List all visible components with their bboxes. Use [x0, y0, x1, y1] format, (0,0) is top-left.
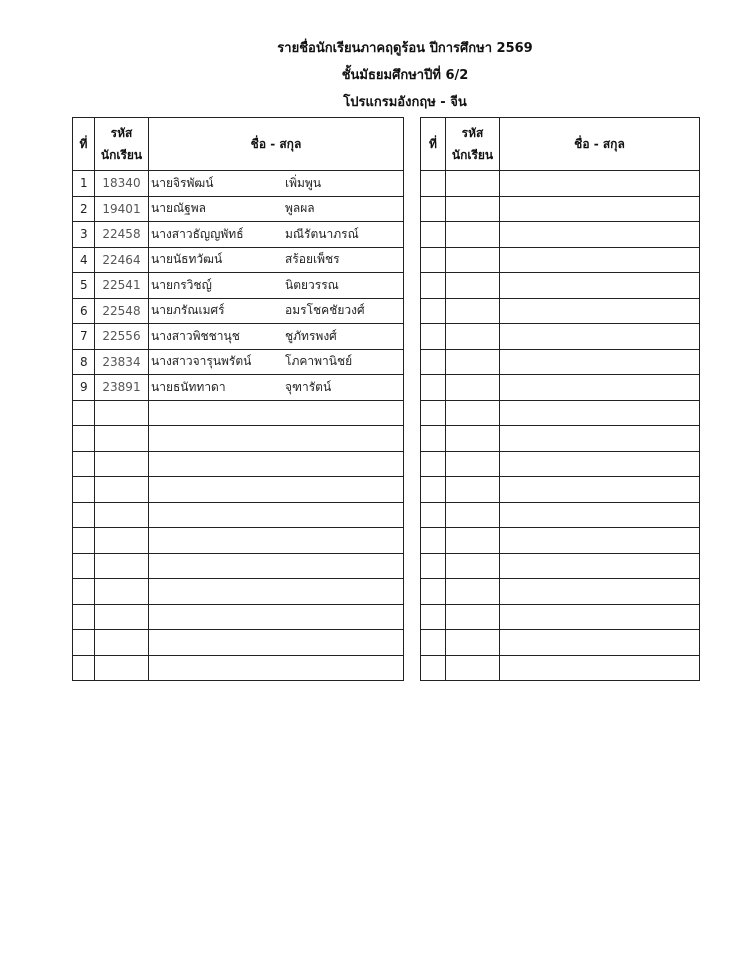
student-code-cell: [95, 451, 149, 477]
student-name-cell: [500, 579, 700, 605]
student-name-cell: [500, 451, 700, 477]
row-number-cell: [421, 604, 446, 630]
student-name-cell: [149, 604, 404, 630]
row-number-cell: [73, 502, 95, 528]
column-header-code-line2: นักเรียน: [100, 148, 143, 162]
student-name-cell: [149, 375, 404, 401]
row-number-cell: [73, 528, 95, 554]
student-first-name: นายณัฐพล: [151, 201, 206, 216]
program-heading: โปรแกรมอังกฤษ - จีน: [343, 95, 467, 110]
column-header-name: ชื่อ - สกุล: [500, 118, 700, 171]
row-number-cell: [421, 324, 446, 350]
student-first-name: นายจิรพัฒน์: [151, 175, 214, 190]
empty-table-row: [421, 324, 700, 350]
column-header-code-line2: นักเรียน: [451, 148, 494, 162]
student-code-cell: [446, 171, 500, 197]
empty-table-row: [421, 400, 700, 426]
row-number-cell: 4: [73, 247, 95, 273]
student-code-cell: 22464: [95, 247, 149, 273]
student-code-cell: [446, 528, 500, 554]
student-first-name: นางสาวธัญญพัทธ์: [151, 226, 244, 241]
row-number-cell: [421, 579, 446, 605]
student-name-cell: [149, 247, 404, 273]
student-code-cell: [95, 655, 149, 681]
student-code-cell: 23834: [95, 349, 149, 375]
row-number-cell: 2: [73, 196, 95, 222]
row-number-cell: [421, 502, 446, 528]
row-number-cell: 6: [73, 298, 95, 324]
empty-table-row: [73, 400, 404, 426]
student-name-cell: [500, 553, 700, 579]
empty-table-row: [421, 604, 700, 630]
empty-table-row: [73, 426, 404, 452]
student-code-cell: [446, 477, 500, 503]
table-header-row: [421, 118, 700, 171]
student-code-cell: [446, 273, 500, 299]
row-number-cell: [421, 477, 446, 503]
row-number-cell: [73, 655, 95, 681]
student-code-cell: [95, 502, 149, 528]
student-name-cell: [500, 375, 700, 401]
student-name-cell: [149, 273, 404, 299]
table-row: [73, 196, 404, 222]
empty-table-row: [73, 477, 404, 503]
row-number-cell: [421, 298, 446, 324]
student-name-cell: [500, 426, 700, 452]
row-number-cell: [421, 528, 446, 554]
student-code-cell: [95, 426, 149, 452]
empty-table-row: [421, 528, 700, 554]
student-code-cell: [95, 400, 149, 426]
student-code-cell: [446, 553, 500, 579]
student-table-left: [72, 117, 404, 681]
student-last-name: นิตยวรรณ: [285, 277, 339, 292]
table-row: [73, 298, 404, 324]
table-row: [73, 247, 404, 273]
row-number-cell: [421, 273, 446, 299]
student-code-cell: 22556: [95, 324, 149, 350]
student-code-cell: 22548: [95, 298, 149, 324]
empty-table-row: [73, 553, 404, 579]
student-name-cell: [500, 171, 700, 197]
column-header-student-code: [446, 118, 500, 171]
student-name-cell: [500, 502, 700, 528]
table-row: [73, 222, 404, 248]
student-name-cell: [149, 400, 404, 426]
empty-table-row: [421, 655, 700, 681]
student-last-name: พูลผล: [285, 201, 315, 216]
student-code-cell: [446, 604, 500, 630]
empty-table-row: [421, 477, 700, 503]
student-code-cell: [446, 196, 500, 222]
table-row: [73, 324, 404, 350]
student-code-cell: [446, 579, 500, 605]
empty-table-row: [421, 298, 700, 324]
empty-table-row: [421, 451, 700, 477]
row-number-cell: 3: [73, 222, 95, 248]
student-code-cell: 18340: [95, 171, 149, 197]
student-first-name: นายนัธทวัฒน์: [151, 252, 223, 267]
student-name-cell: [149, 655, 404, 681]
row-number-cell: 8: [73, 349, 95, 375]
student-last-name: มณีรัตนาภรณ์: [285, 226, 359, 241]
empty-table-row: [421, 273, 700, 299]
student-name-cell: [149, 349, 404, 375]
column-header-student-code: [95, 118, 149, 171]
student-name-cell: [500, 477, 700, 503]
student-code-cell: [446, 502, 500, 528]
student-code-cell: [446, 426, 500, 452]
row-number-cell: [421, 349, 446, 375]
student-first-name: นางสาวจารุนพรัตน์: [151, 354, 252, 369]
student-name-cell: [149, 579, 404, 605]
student-name-cell: [149, 222, 404, 248]
column-header-code-line1: รหัส: [461, 126, 484, 140]
row-number-cell: [73, 426, 95, 452]
student-last-name: สร้อยเพ็ชร: [285, 252, 340, 267]
empty-table-row: [73, 451, 404, 477]
table-row: [73, 171, 404, 197]
row-number-cell: [421, 375, 446, 401]
student-name-cell: [500, 196, 700, 222]
student-name-cell: [500, 273, 700, 299]
student-name-cell: [149, 196, 404, 222]
student-code-cell: 22458: [95, 222, 149, 248]
column-header-code-line1: รหัส: [110, 126, 133, 140]
student-code-cell: [446, 298, 500, 324]
row-number-cell: [73, 451, 95, 477]
student-name-cell: [149, 324, 404, 350]
student-code-cell: [446, 375, 500, 401]
student-name-cell: [500, 222, 700, 248]
student-last-name: โภคาพานิชย์: [285, 354, 353, 369]
student-last-name: อมรโชคชัยวงศ์: [285, 303, 365, 318]
column-header-name: ชื่อ - สกุล: [149, 118, 404, 171]
student-name-cell: [500, 655, 700, 681]
student-code-cell: [446, 451, 500, 477]
student-name-cell: [149, 451, 404, 477]
empty-table-row: [421, 196, 700, 222]
student-code-cell: [446, 247, 500, 273]
empty-table-row: [73, 655, 404, 681]
student-code-cell: [446, 400, 500, 426]
row-number-cell: [73, 630, 95, 656]
row-number-cell: 1: [73, 171, 95, 197]
row-number-cell: [421, 247, 446, 273]
student-name-cell: [149, 171, 404, 197]
student-code-cell: [446, 655, 500, 681]
row-number-cell: [421, 451, 446, 477]
class-level-heading: ชั้นมัธยมศึกษาปีที่ 6/2: [341, 68, 469, 83]
empty-table-row: [421, 349, 700, 375]
student-code-cell: [95, 553, 149, 579]
empty-table-row: [421, 426, 700, 452]
empty-table-row: [421, 630, 700, 656]
empty-table-row: [421, 553, 700, 579]
column-header-no: ที่: [421, 118, 446, 171]
student-name-cell: [149, 630, 404, 656]
student-code-cell: [446, 630, 500, 656]
student-name-cell: [149, 298, 404, 324]
student-code-cell: [95, 630, 149, 656]
column-header-no: ที่: [73, 118, 95, 171]
student-name-cell: [500, 247, 700, 273]
row-number-cell: 7: [73, 324, 95, 350]
student-name-cell: [500, 298, 700, 324]
empty-table-row: [421, 579, 700, 605]
student-name-cell: [149, 502, 404, 528]
row-number-cell: [73, 400, 95, 426]
empty-table-row: [73, 502, 404, 528]
row-number-cell: [73, 579, 95, 605]
empty-table-row: [73, 630, 404, 656]
student-table-body: [73, 171, 404, 681]
row-number-cell: [421, 222, 446, 248]
student-table-right: [420, 117, 700, 681]
student-name-cell: [500, 630, 700, 656]
table-header-row: [73, 118, 404, 171]
empty-table-row: [421, 222, 700, 248]
student-last-name: ชูภัทรพงศ์: [285, 328, 337, 343]
student-name-cell: [500, 324, 700, 350]
student-last-name: เพิ่มพูน: [285, 175, 322, 190]
student-code-cell: 23891: [95, 375, 149, 401]
row-number-cell: [421, 655, 446, 681]
empty-table-row: [421, 171, 700, 197]
student-name-cell: [500, 400, 700, 426]
student-first-name: นางสาวพิชชานุช: [151, 328, 240, 343]
student-code-cell: 22541: [95, 273, 149, 299]
student-code-cell: [446, 324, 500, 350]
row-number-cell: [421, 630, 446, 656]
student-code-cell: [95, 604, 149, 630]
table-row: [73, 375, 404, 401]
student-code-cell: [95, 528, 149, 554]
document-title: รายชื่อนักเรียนภาคฤดูร้อน ปีการศึกษา 2569: [277, 41, 533, 56]
empty-table-row: [73, 604, 404, 630]
student-name-cell: [149, 426, 404, 452]
student-code-cell: [446, 349, 500, 375]
student-name-cell: [500, 349, 700, 375]
empty-table-row: [421, 375, 700, 401]
student-last-name: จุฑารัตน์: [285, 379, 332, 394]
student-code-cell: 19401: [95, 196, 149, 222]
row-number-cell: [421, 553, 446, 579]
student-table-body: [421, 171, 700, 681]
student-name-cell: [149, 553, 404, 579]
student-name-cell: [500, 528, 700, 554]
table-row: [73, 349, 404, 375]
student-first-name: นายกรวิชญ์: [151, 277, 212, 292]
row-number-cell: [421, 400, 446, 426]
student-name-cell: [500, 604, 700, 630]
row-number-cell: [421, 426, 446, 452]
student-code-cell: [95, 477, 149, 503]
student-code-cell: [95, 579, 149, 605]
empty-table-row: [421, 247, 700, 273]
student-name-cell: [149, 477, 404, 503]
row-number-cell: [421, 171, 446, 197]
row-number-cell: [73, 477, 95, 503]
student-name-cell: [149, 528, 404, 554]
row-number-cell: 5: [73, 273, 95, 299]
row-number-cell: 9: [73, 375, 95, 401]
row-number-cell: [73, 553, 95, 579]
student-code-cell: [446, 222, 500, 248]
table-row: [73, 273, 404, 299]
student-first-name: นายธนัททาดา: [151, 379, 226, 394]
row-number-cell: [73, 604, 95, 630]
student-first-name: นายภรัณเมศร์: [151, 303, 225, 318]
empty-table-row: [421, 502, 700, 528]
row-number-cell: [421, 196, 446, 222]
empty-table-row: [73, 528, 404, 554]
empty-table-row: [73, 579, 404, 605]
